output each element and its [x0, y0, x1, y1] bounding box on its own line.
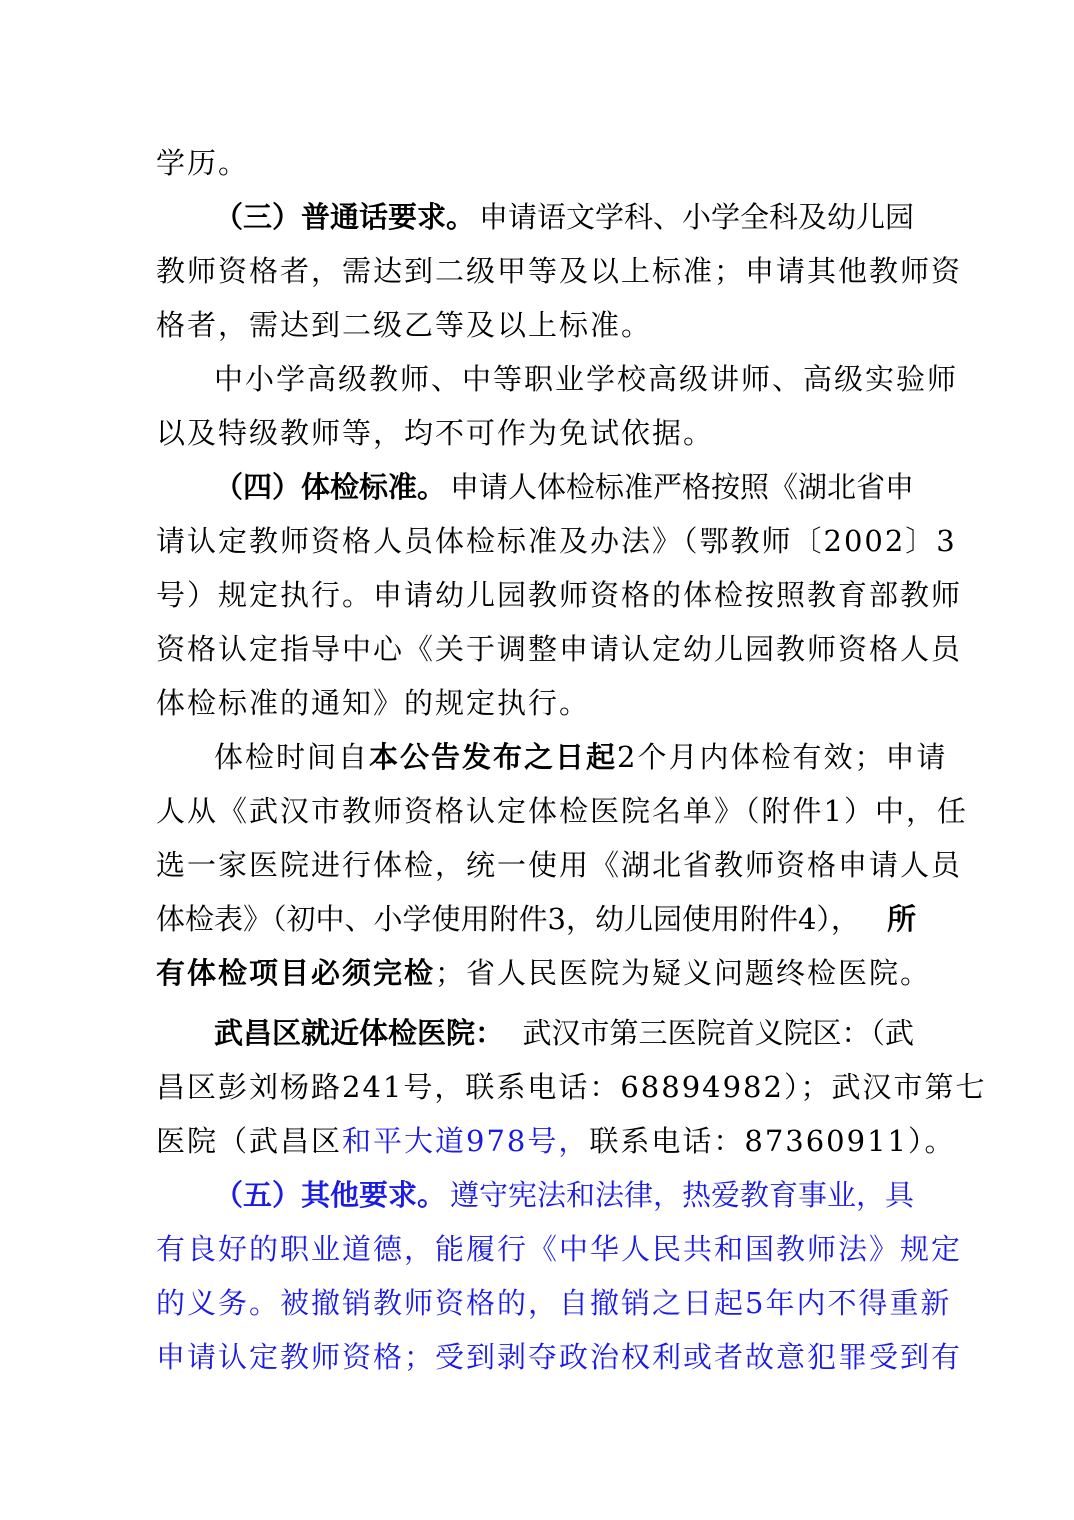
line-text: 中小学高级教师、中等职业学校高级讲师、高级实验师 [214, 362, 959, 396]
line-text: 申请人体检标准严格按照《湖北省申 [449, 470, 914, 504]
line-text: 体检时间自 [214, 740, 370, 774]
line-text: 体检表》（初中、小学使用附件3，幼儿园使用附件4）， [156, 902, 860, 936]
hospital-heading-line [214, 1013, 914, 1053]
text-line [156, 1283, 952, 1323]
text-line [156, 1067, 987, 1107]
line-text: 学历。 [156, 146, 250, 180]
line-text: 联系电话：87360911）。 [589, 1124, 956, 1158]
line-text: 申请语文学科、小学全科及幼儿园 [478, 200, 914, 234]
section-heading-other: （五）其他要求。 [214, 1178, 447, 1212]
bold-phrase: 所 [886, 902, 916, 936]
blue-phrase: 和平大道978号， [342, 1124, 590, 1158]
line-text: 资格认定指导中心《关于调整申请认定幼儿园教师资格人员 [156, 632, 963, 666]
text-line [156, 791, 968, 831]
line-text: 教师资格者，需达到二级甲等及以上标准；申请其他教师资 [156, 254, 963, 288]
text-line [156, 575, 963, 615]
line-text: 请认定教师资格人员体检标准及办法》（鄂教师〔2002〕3 [156, 524, 957, 558]
text-line [156, 1337, 963, 1377]
line-text: 选一家医院进行体检，统一使用《湖北省教师资格申请人员 [156, 848, 963, 882]
bold-phrase: 有体检项目必须完检 [156, 956, 436, 990]
text-line [156, 251, 963, 291]
line-text: 申请认定教师资格；受到剥夺政治权利或者故意犯罪受到有 [156, 1340, 963, 1374]
bold-phrase: 本公告发布之日起 [369, 740, 618, 774]
line-text: 以及特级教师等，均不可作为免试依据。 [156, 416, 715, 450]
text-line [156, 953, 932, 993]
line-text: 昌区彭刘杨路241号，联系电话：68894982）；武汉市第七 [156, 1070, 987, 1104]
section-heading-line [214, 197, 914, 237]
text-line [156, 521, 957, 561]
text-line [156, 899, 916, 939]
text-line [156, 629, 963, 669]
text-line [156, 143, 916, 183]
text-line [156, 413, 916, 453]
text-line [156, 1121, 956, 1161]
line-text: 人从《武汉市教师资格认定体检医院名单》（附件1）中，任 [156, 794, 968, 828]
section-heading-line [214, 1175, 914, 1215]
text-line [156, 1229, 963, 1269]
bold-phrase: 武昌区就近体检医院： [214, 1016, 505, 1050]
line-text: 武汉市第三医院首义院区：（武 [522, 1016, 914, 1050]
line-text: 有良好的职业道德，能履行《中华人民共和国教师法》规定 [156, 1232, 963, 1266]
line-text: 医院（武昌区 [156, 1124, 343, 1158]
line-text: 体检标准的通知》的规定执行。 [156, 686, 591, 720]
text-line [156, 305, 916, 345]
text-line [156, 845, 963, 885]
text-line [214, 737, 948, 777]
text-line [214, 359, 959, 399]
line-text: 号）规定执行。申请幼儿园教师资格的体检按照教育部教师 [156, 578, 963, 612]
line-text: ；省人民医院为疑义问题终检医院。 [435, 956, 932, 990]
line-text: 格者，需达到二级乙等及以上标准。 [156, 308, 653, 342]
section-heading-line [214, 467, 914, 507]
text-line [156, 683, 916, 723]
line-text: 2个月内体检有效；申请 [617, 740, 948, 774]
section-heading-health-check: （四）体检标准。 [214, 470, 447, 504]
line-text: 遵守宪法和法律，热爱教育事业，具 [449, 1178, 914, 1212]
section-heading-putonghua: （三）普通话要求。 [214, 200, 476, 234]
line-text: 的义务。被撤销教师资格的，自撤销之日起5年内不得重新 [156, 1286, 952, 1320]
